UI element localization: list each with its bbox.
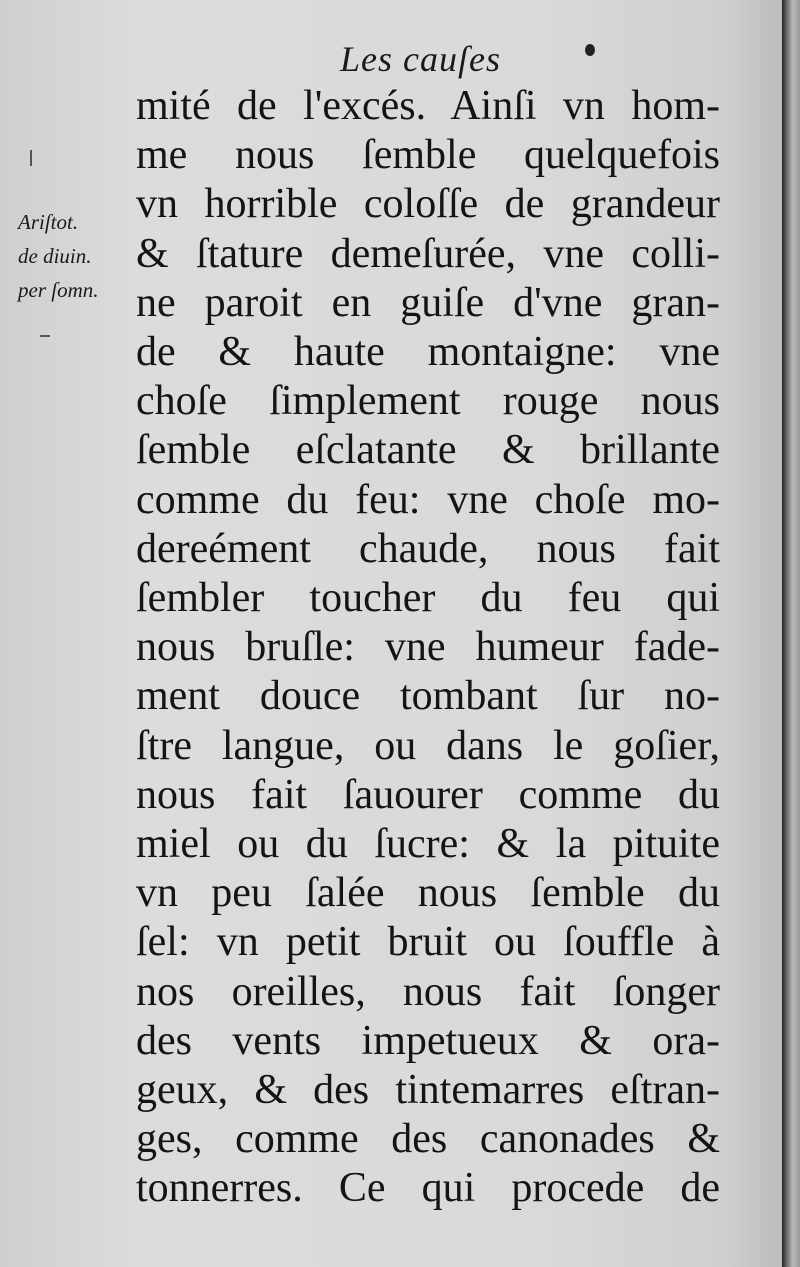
text-line: de & haute montaigne: vne xyxy=(136,329,720,376)
text-line: nous fait ſauourer comme du xyxy=(136,771,720,818)
text-line: ges, comme des canonades & xyxy=(136,1116,720,1163)
text-line: tonnerres. Ce qui procede de xyxy=(136,1165,720,1212)
margin-note xyxy=(18,205,99,307)
text-line: miel ou du ſucre: & la pituite xyxy=(136,821,720,868)
text-line: des vents impetueux & ora- xyxy=(136,1017,720,1064)
text-line: choſe ſimplement rouge nous xyxy=(136,378,720,425)
text-line: ſembler toucher du feu qui xyxy=(136,575,720,622)
text-line: vn peu ſalée nous ſemble du xyxy=(136,870,720,917)
margin-note-line: de diuin. xyxy=(18,244,92,268)
text-line: mité de l'excés. Ainſi vn hom- xyxy=(136,83,720,129)
ink-blot xyxy=(585,44,595,56)
text-line: nous bruſle: vne humeur fade- xyxy=(136,624,720,671)
margin-note-line: Ariſtot. xyxy=(18,210,79,234)
text-line: comme du feu: vne choſe mo- xyxy=(136,476,720,523)
body-text xyxy=(136,82,720,1214)
text-line: ſemble eſclatante & brillante xyxy=(136,427,720,474)
page-edge xyxy=(782,0,800,1267)
text-line: ſtre langue, ou dans le goſier, xyxy=(136,722,720,769)
text-line: & ſtature demeſurée, vne colli- xyxy=(136,230,720,277)
text-line: geux, & des tintemarres eſtran- xyxy=(136,1067,720,1114)
margin-note-line: per ſomn. xyxy=(18,278,99,302)
text-line: vn horrible coloſſe de grandeur xyxy=(136,181,720,228)
text-line: ment douce tombant ſur no- xyxy=(136,673,720,720)
text-line: ne paroit en guiſe d'vne gran- xyxy=(136,279,720,326)
text-line: ſel: vn petit bruit ou ſouffle à xyxy=(136,919,720,966)
running-head: Les cauſes xyxy=(340,39,501,79)
margin-mark xyxy=(30,150,32,166)
text-line: dereément chaude, nous fait xyxy=(136,525,720,572)
margin-mark xyxy=(40,335,50,337)
text-line: me nous ſemble quelquefois xyxy=(136,132,720,179)
text-line: nos oreilles, nous fait ſonger xyxy=(136,968,720,1015)
